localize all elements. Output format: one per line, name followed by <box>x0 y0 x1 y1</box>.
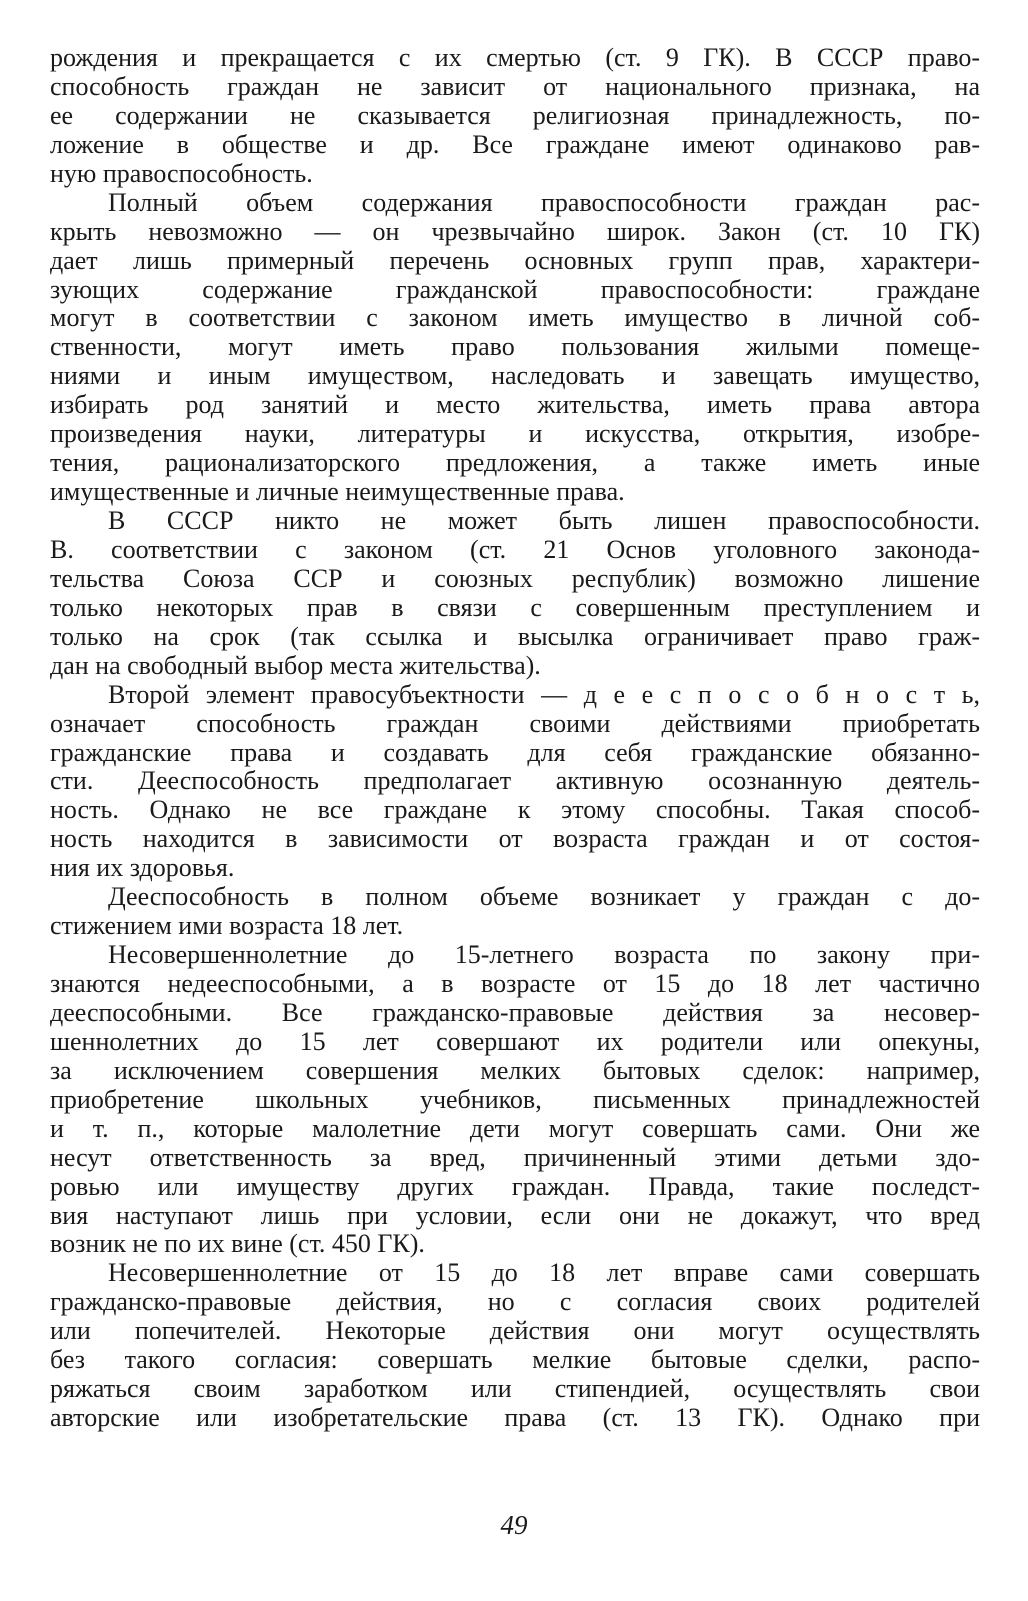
paragraph <box>50 44 980 189</box>
paragraph <box>50 681 980 884</box>
text-line: В СССР никто не может быть лишен правоспособности. <box>108 506 980 535</box>
text-line: ниями и иным имуществом, наследовать и завещать имущество, <box>50 361 980 391</box>
text-line: и т. п., которые малолетние дети могут совершать сами. Они же <box>50 1113 980 1143</box>
text-line: вия наступают лишь при условии, если они не докажут, что вред <box>50 1200 980 1230</box>
text-line: В. соответствии с законом (ст. 21 Основ уголовного законода- <box>50 534 980 564</box>
text-line: несут ответственность за вред, причиненный этими детьми здо- <box>50 1142 980 1172</box>
text-line: без такого согласия: совершать мелкие бытовые сделки, распо- <box>50 1345 980 1375</box>
text-line: Дееспособность в полном объеме возникает у граждан с до- <box>108 882 980 912</box>
text-line: или попечителей. Некоторые действия они могут осуществлять <box>50 1316 980 1346</box>
text-line: ряжаться своим заработком или стипендией, осуществлять свои <box>50 1374 980 1404</box>
text-line: произведения науки, литературы и искусства, открытия, изобре- <box>50 419 980 449</box>
text-line: за исключением совершения мелких бытовых сделок: например, <box>50 1055 980 1085</box>
text-line: могут в соответствии с законом иметь имущество в личной соб- <box>50 303 980 333</box>
text-line: означает способность граждан своими действиями приобретать <box>50 708 980 738</box>
paragraph <box>50 507 980 681</box>
text-line: ее содержании не сказывается религиозная принадлежность, по- <box>50 100 980 130</box>
text-line: Несовершеннолетние от 15 до 18 лет вправе сами совершать <box>108 1258 980 1288</box>
text-line: ность находится в зависимости от возраста граждан и от состоя- <box>50 824 980 854</box>
text-line: избирать род занятий и место жительства, иметь права автора <box>50 390 980 420</box>
text-line: авторские или изобретательские права (ст. 13 ГК). Однако при <box>50 1403 980 1433</box>
text-line: гражданские права и создавать для себя гражданские обязанно- <box>50 737 980 767</box>
text-line: сти. Дееспособность предполагает активную осознанную деятель- <box>50 766 980 796</box>
text-line: только некоторых прав в связи с совершенным преступлением и <box>50 592 980 622</box>
paragraph <box>50 883 980 941</box>
paragraph <box>50 1259 980 1433</box>
text-line: дан на свободный выбор места жительства). <box>50 650 541 680</box>
document-page <box>50 44 980 1433</box>
text-line: дееспособными. Все гражданско-правовые действия за несовер- <box>50 997 980 1027</box>
text-line: ровью или имуществу других граждан. Правда, такие последст- <box>50 1171 980 1201</box>
text-line: крыть невозможно — он чрезвычайно широк. Закон (ст. 10 ГК) <box>50 216 980 246</box>
text-line: тения, рационализаторского предложения, а также иметь иные <box>50 448 980 478</box>
text-line: ную правоспособность. <box>50 158 313 188</box>
text-line: дает лишь примерный перечень основных групп прав, характери- <box>50 245 980 275</box>
paragraph <box>50 941 980 1259</box>
text-line: ность. Однако не все граждане к этому способны. Такая способ- <box>50 795 980 825</box>
text-line: ственности, могут иметь право пользования жилыми помеще- <box>50 332 980 362</box>
text-line: ния их здоровья. <box>50 853 235 883</box>
text-line: знаются недееспособными, а в возрасте от 15 до 18 лет частично <box>50 969 980 998</box>
text-line: ложение в обществе и др. Все граждане имеют одинаково рав- <box>50 129 980 159</box>
page-number: 49 <box>500 1510 528 1540</box>
text-line: стижением ими возраста 18 лет. <box>50 911 404 941</box>
paragraph <box>50 189 980 507</box>
text-line: имущественные и личные неимущественные права. <box>50 477 625 507</box>
text-line: зующих содержание гражданской правоспособности: граждане <box>50 274 980 304</box>
text-line: шеннолетних до 15 лет совершают их родители или опекуны, <box>50 1026 980 1056</box>
text-line: способность граждан не зависит от национального признака, на <box>50 71 980 101</box>
text-line: рождения и прекращается с их смертью (ст. 9 ГК). В СССР право- <box>50 43 980 72</box>
text-line: Несовершеннолетние до 15-летнего возраста по закону при- <box>108 940 980 970</box>
text-line: тельства Союза ССР и союзных республик) возможно лишение <box>50 563 980 593</box>
text-line: возник не по их вине (ст. 450 ГК). <box>50 1229 425 1259</box>
text-line: приобретение школьных учебников, письменных принадлежностей <box>50 1084 980 1114</box>
text-line: гражданско-правовые действия, но с согласия своих родителей <box>50 1287 980 1317</box>
text-line: только на срок (так ссылка и высылка ограничивает право граж- <box>50 621 980 651</box>
text-line: Второй элемент правосубъектности — д е е с п о с о б н о с т ь, <box>108 679 980 709</box>
text-line: Полный объем содержания правоспособности граждан рас- <box>108 187 980 217</box>
